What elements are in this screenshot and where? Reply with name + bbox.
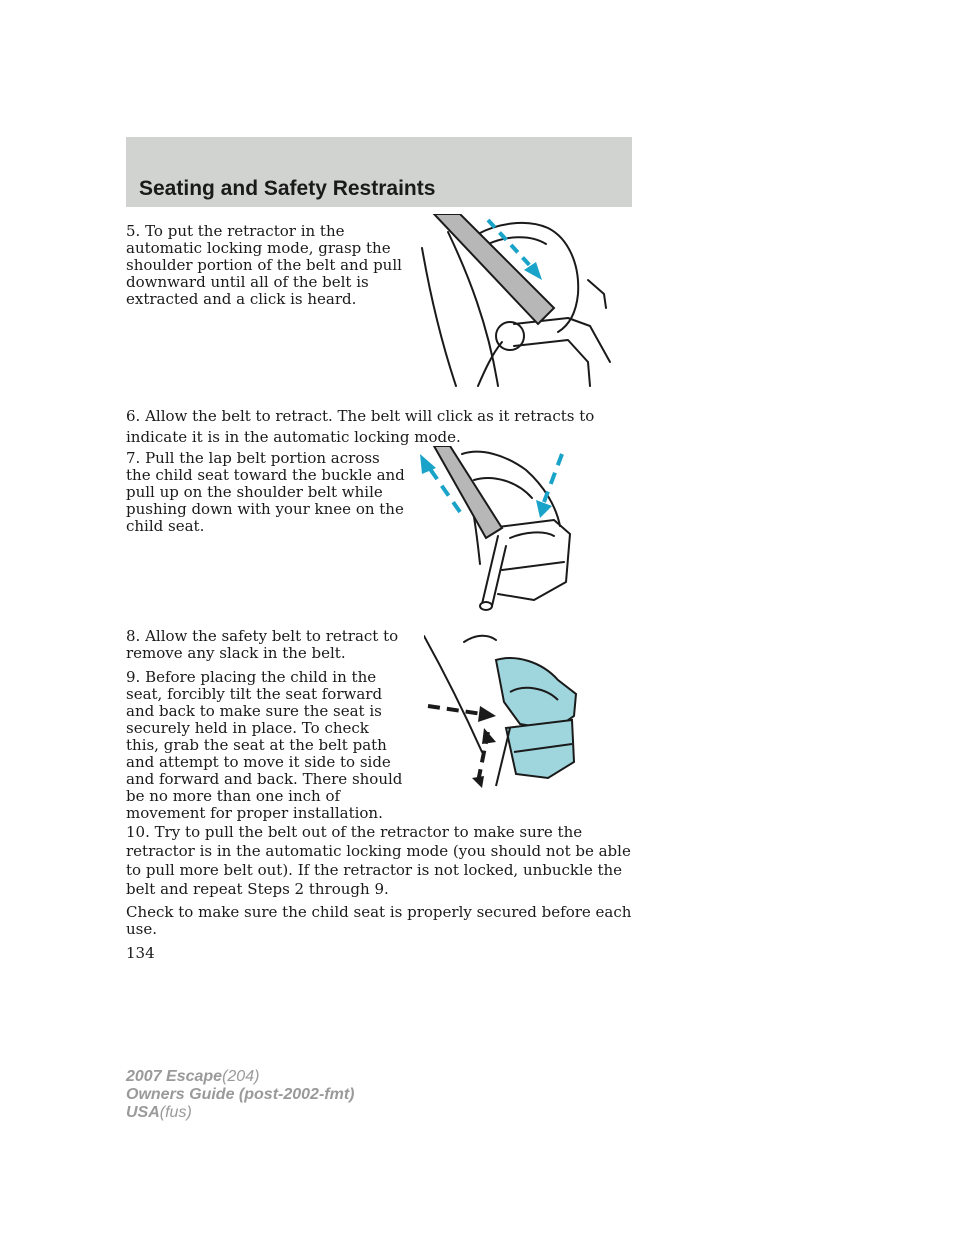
safety-check-note: Check to make sure the child seat is properly secured before each use. xyxy=(126,903,632,938)
seat-tilt-check-illustration xyxy=(424,632,584,790)
step-8-text: 8. Allow the safety belt to retract to remove any slack in the belt. xyxy=(126,627,399,662)
page-number: 134 xyxy=(126,944,155,962)
step-5-text: 5. To put the retractor in the automatic locking mode, grasp the shoulder portion of the belt and pull downward until all of the belt is extracted and a click is heard. xyxy=(126,222,402,308)
footer-guide: Owners Guide (post-2002-fmt) xyxy=(126,1086,355,1103)
footer-model-code: (204) xyxy=(222,1068,260,1085)
step-10-text: 10. Try to pull the belt out of the retractor to make sure the retractor is in the automatic locking mode (you should not be able to pull more belt out). If the retractor is not locked, unbuckle the belt and repeat Steps 2 through 9. xyxy=(126,823,631,898)
footer-model: 2007 Escape xyxy=(126,1068,223,1085)
footer-market: USA xyxy=(126,1104,160,1121)
footer-market-code: (fus) xyxy=(159,1104,192,1121)
step-7-text: 7. Pull the lap belt portion across the child seat toward the buckle and pull up on the shoulder belt while pushing down with your knee on the child seat. xyxy=(126,449,405,535)
document-footer xyxy=(126,1068,354,1122)
section-title: Seating and Safety Restraints xyxy=(139,177,436,200)
step-9-text: 9. Before placing the child in the seat, forcibly tilt the seat forward and back to make sure the seat is securely held in place. To check this, grab the seat at the belt path and attempt to move it side to side and forward and back. There should be no more than one inch of movement for proper installation. xyxy=(126,668,403,822)
retractor-belt-pull-illustration xyxy=(418,214,614,390)
lap-belt-tighten-illustration xyxy=(414,446,580,614)
step-6-text: 6. Allow the belt to retract. The belt will click as it retracts to indicate it is in the automatic locking mode. xyxy=(126,407,595,446)
section-header-band xyxy=(126,137,632,207)
